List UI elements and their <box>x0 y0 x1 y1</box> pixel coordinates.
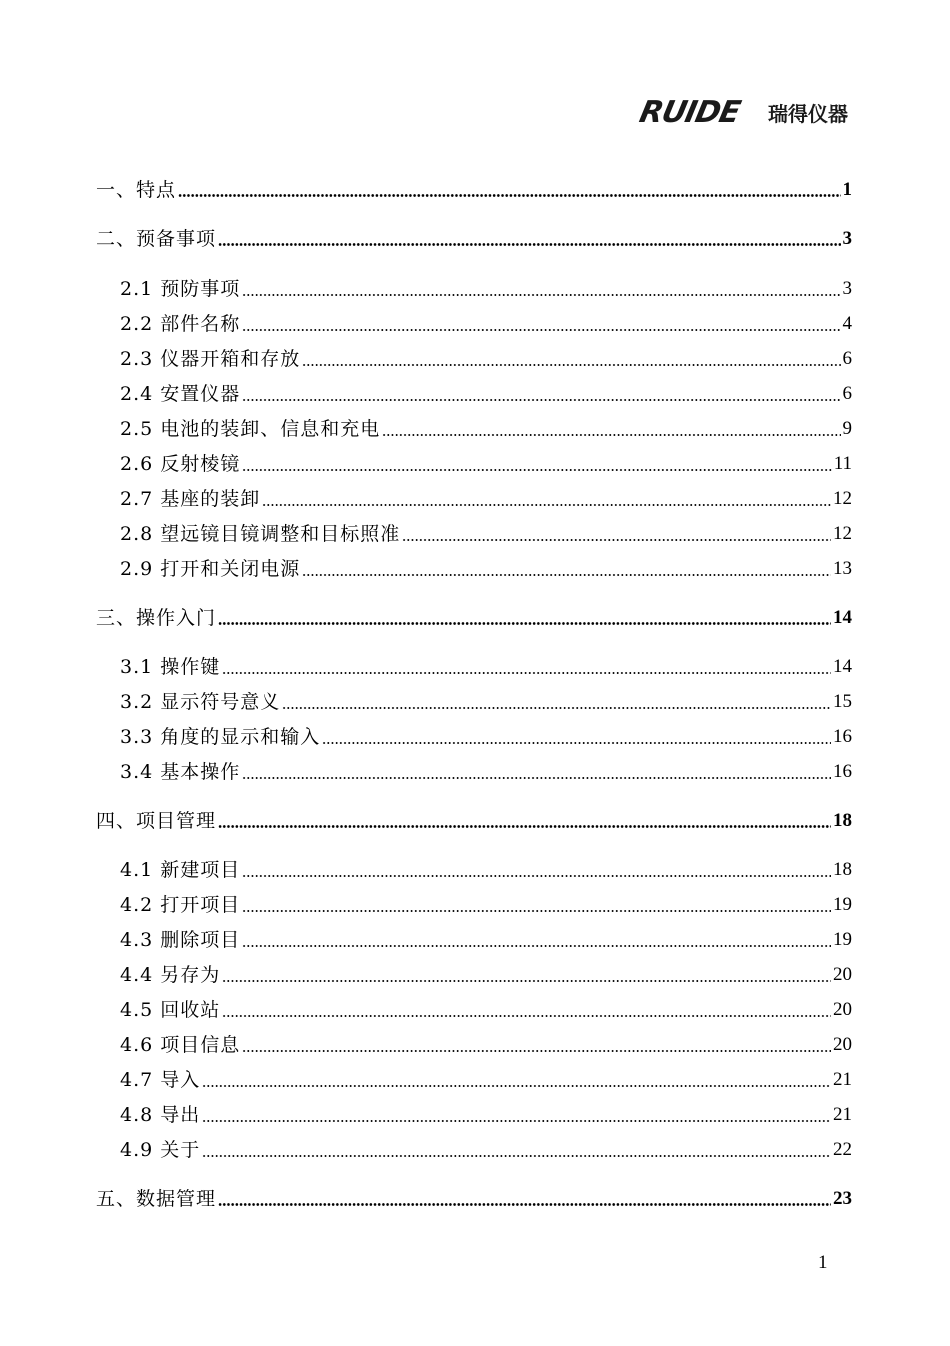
toc-entry-label: 三、操作入门 <box>96 607 217 629</box>
toc-entry-label: 2.1 预防事项 <box>120 278 241 300</box>
toc-chapter-entry[interactable] <box>96 807 852 833</box>
toc-dot-leader <box>242 294 840 296</box>
toc-dot-leader <box>222 980 831 982</box>
toc-entry-page: 23 <box>833 1188 852 1209</box>
toc-dot-leader <box>202 1085 831 1087</box>
toc-dot-leader <box>242 945 831 947</box>
toc-section-entry[interactable] <box>120 555 852 581</box>
toc-entry-label: 2.2 部件名称 <box>120 313 241 335</box>
brand-logo-chinese: 瑞得仪器 <box>768 102 848 126</box>
toc-section-entry[interactable] <box>120 1031 852 1057</box>
toc-dot-leader <box>262 504 831 506</box>
toc-entry-label: 4.9 关于 <box>120 1139 201 1161</box>
toc-entry-label: 二、预备事项 <box>96 228 217 250</box>
toc-entry-label: 2.5 电池的装卸、信息和充电 <box>120 418 381 440</box>
toc-entry-page: 20 <box>833 964 852 985</box>
toc-entry-page: 13 <box>833 558 852 579</box>
toc-entry-label: 4.7 导入 <box>120 1069 201 1091</box>
toc-entry-page: 11 <box>833 453 852 474</box>
toc-entry-label: 3.3 角度的显示和输入 <box>120 726 321 748</box>
toc-dot-leader <box>242 469 831 471</box>
toc-section-entry[interactable] <box>120 275 852 301</box>
toc-entry-label: 4.1 新建项目 <box>120 859 241 881</box>
toc-entry-page: 18 <box>833 859 852 880</box>
toc-dot-leader <box>402 539 831 541</box>
toc-section-entry[interactable] <box>120 485 852 511</box>
toc-dot-leader <box>242 329 840 331</box>
toc-entry-label: 五、数据管理 <box>96 1188 217 1210</box>
toc-section-entry[interactable] <box>120 380 852 406</box>
toc-entry-label: 4.5 回收站 <box>120 999 221 1021</box>
toc-entry-page: 15 <box>833 691 852 712</box>
toc-section-entry[interactable] <box>120 961 852 987</box>
toc-section-entry[interactable] <box>120 345 852 371</box>
toc-section-entry[interactable] <box>120 653 852 679</box>
toc-entry-label: 2.8 望远镜目镜调整和目标照准 <box>120 523 401 545</box>
toc-dot-leader <box>242 875 831 877</box>
toc-chapter-entry[interactable] <box>96 176 852 202</box>
toc-section-entry[interactable] <box>120 310 852 336</box>
toc-dot-leader <box>202 1155 831 1157</box>
toc-dot-leader <box>218 243 840 246</box>
page-number: 1 <box>818 1252 828 1273</box>
toc-entry-page: 20 <box>833 1034 852 1055</box>
toc-entry-page: 6 <box>842 348 852 369</box>
toc-dot-leader <box>222 672 831 674</box>
toc-entry-label: 2.6 反射棱镜 <box>120 453 241 475</box>
toc-entry-page: 21 <box>833 1104 852 1125</box>
toc-section-entry[interactable] <box>120 996 852 1022</box>
toc-section-entry[interactable] <box>120 1136 852 1162</box>
toc-section-entry[interactable] <box>120 415 852 441</box>
toc-dot-leader <box>218 622 831 625</box>
toc-entry-label: 2.3 仪器开箱和存放 <box>120 348 301 370</box>
toc-entry-page: 9 <box>842 418 852 439</box>
toc-entry-page: 6 <box>842 383 852 404</box>
toc-section-entry[interactable] <box>120 723 852 749</box>
toc-entry-page: 4 <box>842 313 852 334</box>
toc-dot-leader <box>218 825 831 828</box>
toc-entry-label: 一、特点 <box>96 179 177 201</box>
toc-entry-label: 3.4 基本操作 <box>120 761 241 783</box>
toc-dot-leader <box>178 194 840 197</box>
toc-dot-leader <box>218 1203 831 1206</box>
toc-section-entry[interactable] <box>120 926 852 952</box>
toc-entry-page: 18 <box>833 810 852 831</box>
toc-dot-leader <box>242 910 831 912</box>
toc-section-entry[interactable] <box>120 856 852 882</box>
toc-chapter-entry[interactable] <box>96 225 852 251</box>
toc-dot-leader <box>242 777 831 779</box>
toc-entry-page: 21 <box>833 1069 852 1090</box>
toc-dot-leader <box>382 434 840 436</box>
toc-entry-label: 4.6 项目信息 <box>120 1034 241 1056</box>
toc-dot-leader <box>302 364 840 366</box>
toc-dot-leader <box>202 1120 831 1122</box>
toc-entry-page: 1 <box>842 179 852 200</box>
toc-entry-page: 14 <box>833 607 852 628</box>
toc-section-entry[interactable] <box>120 450 852 476</box>
toc-entry-label: 4.2 打开项目 <box>120 894 241 916</box>
toc-entry-page: 19 <box>833 894 852 915</box>
toc-entry-page: 12 <box>833 488 852 509</box>
toc-entry-page: 20 <box>833 999 852 1020</box>
toc-entry-page: 14 <box>833 656 852 677</box>
toc-dot-leader <box>322 742 831 744</box>
toc-chapter-entry[interactable] <box>96 604 852 630</box>
toc-entry-label: 3.2 显示符号意义 <box>120 691 281 713</box>
toc-entry-page: 16 <box>833 726 852 747</box>
toc-section-entry[interactable] <box>120 1066 852 1092</box>
toc-section-entry[interactable] <box>120 758 852 784</box>
toc-dot-leader <box>222 1015 831 1017</box>
toc-entry-label: 4.8 导出 <box>120 1104 201 1126</box>
toc-section-entry[interactable] <box>120 1101 852 1127</box>
toc-dot-leader <box>242 1050 831 1052</box>
toc-chapter-entry[interactable] <box>96 1185 852 1211</box>
toc-entry-page: 16 <box>833 761 852 782</box>
toc-section-entry[interactable] <box>120 891 852 917</box>
toc-entry-page: 3 <box>842 228 852 249</box>
toc-dot-leader <box>302 574 831 576</box>
toc-entry-page: 22 <box>833 1139 852 1160</box>
toc-entry-label: 4.3 删除项目 <box>120 929 241 951</box>
toc-entry-page: 12 <box>833 523 852 544</box>
toc-entry-label: 3.1 操作键 <box>120 656 221 678</box>
toc-dot-leader <box>282 707 831 709</box>
toc-dot-leader <box>242 399 840 401</box>
toc-section-entry[interactable] <box>120 688 852 714</box>
toc-section-entry[interactable] <box>120 520 852 546</box>
toc-entry-label: 2.7 基座的装卸 <box>120 488 261 510</box>
brand-logo-word: RUIDE <box>636 95 743 130</box>
toc-entry-page: 19 <box>833 929 852 950</box>
toc-entry-page: 3 <box>842 278 852 299</box>
toc-entry-label: 2.4 安置仪器 <box>120 383 241 405</box>
toc-entry-label: 4.4 另存为 <box>120 964 221 986</box>
brand-logo <box>636 94 854 134</box>
toc-entry-label: 2.9 打开和关闭电源 <box>120 558 301 580</box>
toc-entry-label: 四、项目管理 <box>96 810 217 832</box>
